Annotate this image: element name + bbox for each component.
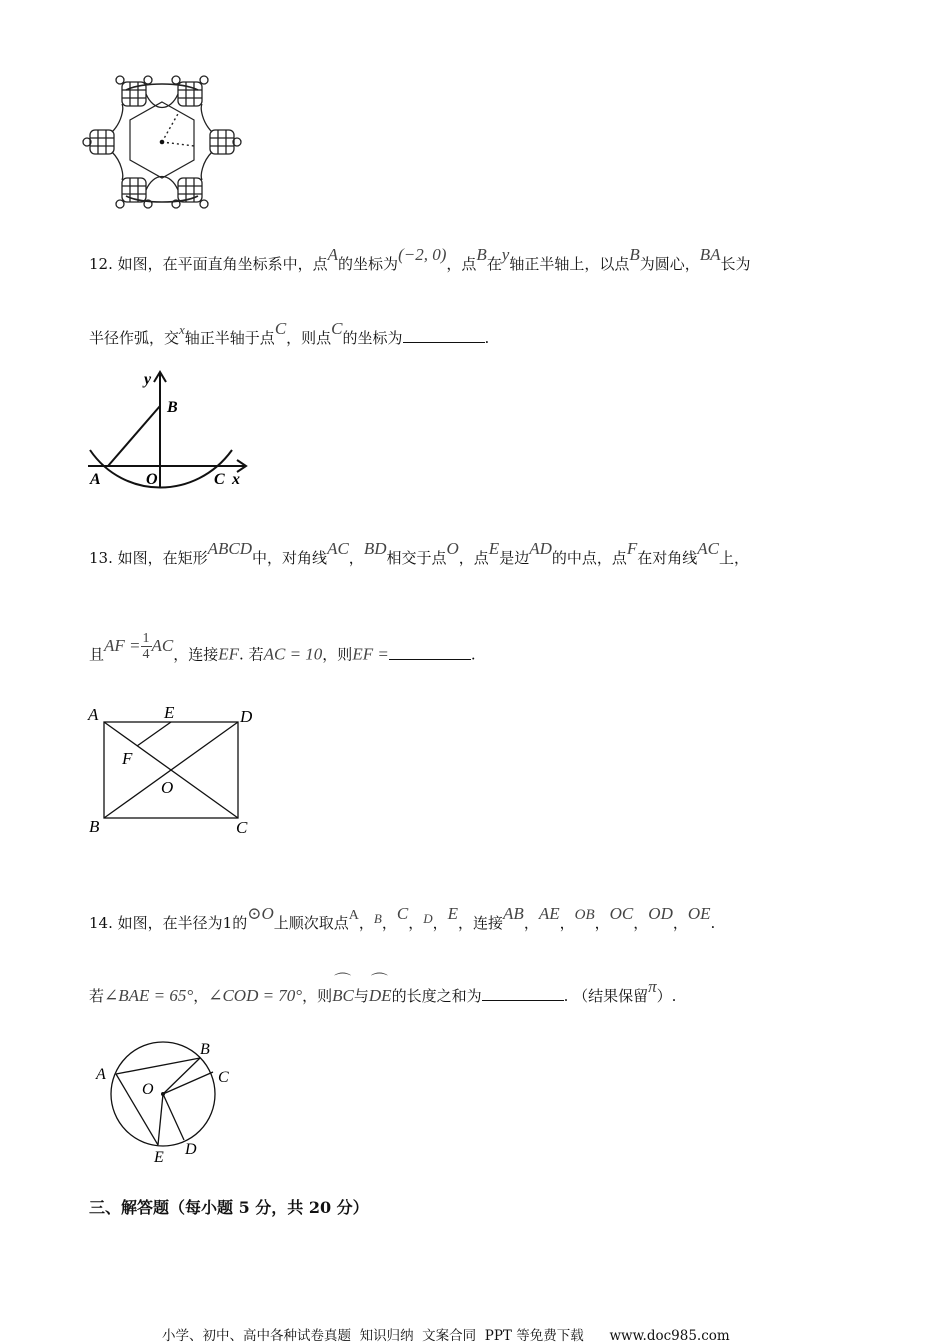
q12-line2: 半径作弧，交x轴正半轴于点C，则点C的坐标为 .	[89, 319, 490, 347]
q13-line2: 且AF = $\frac{1}{4}$ AC，连接EF. 若AC = 10，则EF = .	[89, 631, 476, 664]
q12-label-b: B	[167, 399, 178, 416]
section-heading: 三、解答题（每小题 5 分，共 20 分）	[89, 1198, 369, 1217]
q14-label-d: D	[185, 1141, 197, 1158]
q13-answer-blank	[389, 645, 471, 660]
q13-label-c: C	[236, 818, 248, 837]
q14-figure	[88, 1032, 248, 1168]
q14-answer-blank	[482, 986, 564, 1001]
q12-label-o: O	[146, 471, 158, 488]
q13-line1: 13. 如图，在矩形ABCD中，对角线AC，BD相交于点O，点E是边AD的中点，点F在对角线AC上，	[89, 539, 750, 567]
q13-label-d: D	[240, 707, 253, 726]
q12-label-a: A	[90, 471, 101, 488]
q14-line2: 若∠BAE = 65°，∠COD = 70°，则 ⌒ BC与 ⌒ DE的长度之和为 . （结果保留π）.	[89, 972, 677, 1005]
q13-fraction: $\frac{1}{4}$	[142, 631, 150, 662]
q14-number: 14.	[89, 914, 113, 932]
q12-figure	[84, 368, 254, 494]
q13-label-e: E	[164, 703, 175, 722]
q14-label-a: A	[96, 1066, 106, 1083]
q14-label-e: E	[154, 1149, 164, 1166]
q13-label-o: O	[161, 778, 174, 797]
q12-label-x: x	[232, 471, 240, 488]
q14-label-o: O	[142, 1081, 154, 1098]
q12-label-c: C	[214, 471, 225, 488]
q12-answer-blank	[403, 328, 485, 343]
q14-line1: 14. 如图，在半径为1的⊙O上顺次取点A，B，C，D，E，连接AB，AE，OB，OC，OD，OE.	[89, 904, 716, 932]
q13-label-b: B	[89, 817, 100, 836]
q12-number: 12.	[89, 255, 113, 273]
q12-label-y: y	[144, 371, 152, 388]
q14-arc-de: ⌒ DE	[368, 972, 392, 1005]
q13-label-a: A	[88, 705, 99, 724]
chinese-knot-figure	[82, 72, 242, 214]
q14-label-c: C	[218, 1069, 229, 1086]
q13-figure	[84, 700, 264, 840]
page-footer: 小学、初中、高中各种试卷真题 知识归纳 文案合同 PPT 等免费下载 www.doc985.com	[162, 1328, 730, 1344]
q13-label-f: F	[122, 749, 133, 768]
q12-coord-a: (−2, 0)	[398, 245, 447, 264]
q12-point-a: A	[327, 245, 339, 264]
q14-label-b: B	[200, 1041, 210, 1058]
q12-line1: 12. 如图，在平面直角坐标系中，点A的坐标为(−2, 0)，点B在y轴正半轴上，以点B为圆心，BA长为	[89, 245, 751, 273]
q13-number: 13.	[89, 549, 113, 567]
q14-arc-bc: ⌒ BC	[332, 972, 354, 1005]
